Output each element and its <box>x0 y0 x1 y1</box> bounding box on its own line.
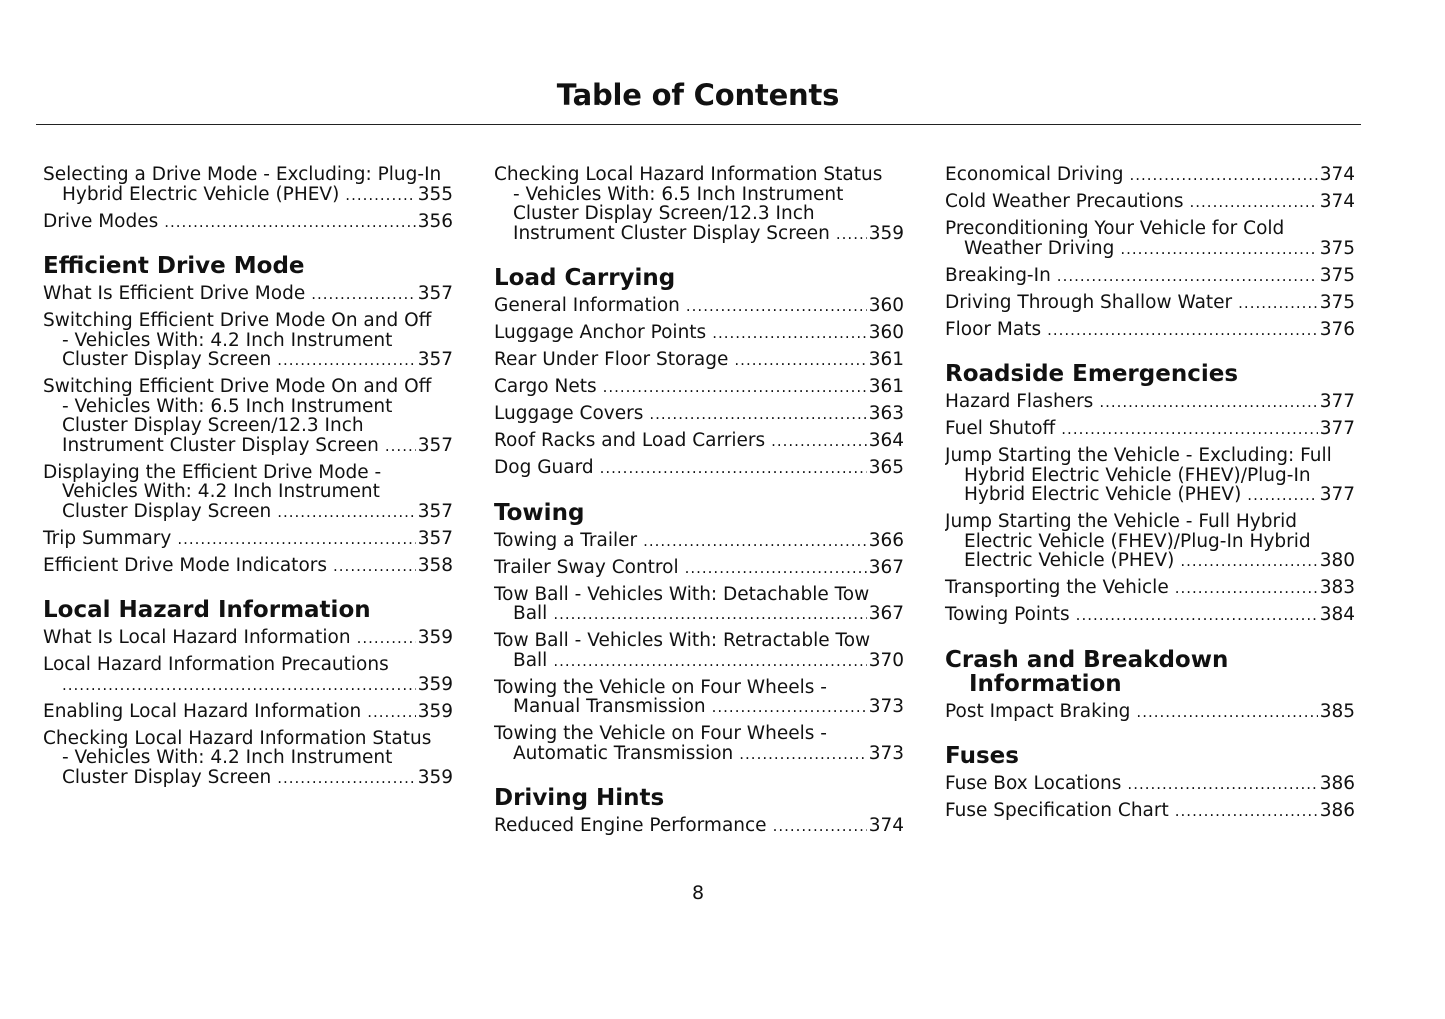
toc-entry[interactable] <box>945 392 1355 413</box>
toc-entry-text: Cluster Display Screen <box>62 766 272 788</box>
toc-entry-text: Hybrid Electric Vehicle (PHEV) <box>964 484 1242 505</box>
toc-entry-text: Automatic Transmission <box>513 742 734 764</box>
toc-entry-text: Electric Vehicle (PHEV) <box>964 550 1175 571</box>
toc-page-number: 365 <box>868 457 904 478</box>
toc-entry-text: Manual Transmission <box>513 696 706 717</box>
dot-leader <box>1175 579 1318 599</box>
section-heading <box>494 266 904 290</box>
toc-entry[interactable] <box>494 377 904 398</box>
toc-entry-text: Economical Driving <box>945 164 1124 185</box>
section-heading-line: Information <box>969 670 1122 697</box>
toc-entry[interactable] <box>945 266 1355 287</box>
toc-page-number: 377 <box>1319 391 1355 412</box>
toc-entry[interactable] <box>945 320 1355 341</box>
toc-entry[interactable] <box>43 311 453 371</box>
toc-page-number: 359 <box>417 627 453 648</box>
toc-page-number: 366 <box>868 529 904 551</box>
toc-entry-text: Rear Under Floor Storage <box>494 349 729 370</box>
dot-leader <box>1180 552 1317 572</box>
dot-leader <box>773 817 867 837</box>
dot-leader <box>771 432 867 452</box>
toc-page-number: 367 <box>868 556 904 578</box>
toc-entry[interactable] <box>494 816 904 837</box>
toc-entry-text: Ball <box>513 649 548 671</box>
toc-entry-text: Weather Driving <box>964 237 1115 259</box>
toc-page-number: 367 <box>868 603 904 624</box>
toc-entry[interactable] <box>945 165 1355 186</box>
section-heading-line: Driving Hints <box>494 785 665 811</box>
dot-leader <box>177 530 415 550</box>
toc-entry[interactable] <box>945 702 1355 723</box>
toc-entry-text: Jump Starting the Vehicle - Excluding: Full <box>945 446 1332 466</box>
dot-leader <box>686 297 867 317</box>
toc-page-number: 356 <box>417 210 453 232</box>
toc-page-number: 361 <box>868 349 904 370</box>
toc-page-number: 360 <box>868 295 904 316</box>
toc-entry-text: Cargo Nets <box>494 376 597 397</box>
title-divider <box>36 124 1361 125</box>
toc-entry[interactable] <box>945 605 1355 626</box>
toc-page-number: 370 <box>868 649 904 671</box>
toc-column-3 <box>945 165 1355 828</box>
section-heading-line: Efficient Drive Mode <box>43 253 305 279</box>
toc-entry-text: Trailer Sway Control <box>494 556 679 578</box>
toc-page-number: 386 <box>1319 800 1355 821</box>
toc-page-number: 357 <box>417 500 453 522</box>
toc-entry[interactable] <box>494 323 904 344</box>
dot-leader <box>1057 267 1318 287</box>
dot-leader <box>62 676 416 696</box>
toc-entry-text: Checking Local Hazard Information Status <box>494 165 883 185</box>
section-heading <box>43 598 453 622</box>
dot-leader <box>553 652 866 672</box>
page-title: Table of Contents <box>556 78 840 112</box>
dot-leader <box>1120 240 1317 260</box>
toc-page-number: 380 <box>1319 550 1355 571</box>
dot-leader <box>357 629 416 649</box>
toc-entry[interactable] <box>945 578 1355 599</box>
toc-entry[interactable] <box>494 165 904 244</box>
toc-entry-text: Cluster Display Screen/12.3 Inch <box>62 416 364 436</box>
toc-entry-text: Jump Starting the Vehicle - Full Hybrid <box>945 512 1297 532</box>
dot-leader <box>1247 486 1317 506</box>
toc-entry-text: Floor Mats <box>945 318 1042 340</box>
section-heading <box>494 786 904 810</box>
toc-entry-text: What Is Local Hazard Information <box>43 627 351 648</box>
section-heading-line: Fuses <box>945 743 1019 769</box>
toc-page-number: 374 <box>1319 164 1355 185</box>
toc-entry[interactable] <box>494 296 904 317</box>
toc-entry-text: - Vehicles With: 6.5 Inch Instrument <box>513 184 844 204</box>
toc-entry[interactable] <box>494 558 904 579</box>
toc-entry-text: Switching Efficient Drive Mode On and Off <box>43 377 432 397</box>
dot-leader <box>600 459 867 479</box>
toc-entry[interactable] <box>494 724 904 764</box>
toc-entry-text: Fuel Shutoff <box>945 418 1056 439</box>
dot-leader <box>1136 703 1317 723</box>
dot-leader <box>685 559 867 579</box>
toc-entry[interactable] <box>43 463 453 523</box>
toc-entry-text: Instrument Cluster Display Screen <box>62 434 379 456</box>
dot-leader <box>643 532 867 552</box>
toc-page-number: 359 <box>417 700 453 722</box>
toc-entry-text: Towing the Vehicle on Four Wheels - <box>494 677 827 697</box>
toc-page-number: 373 <box>868 696 904 717</box>
toc-entry-text: Enabling Local Hazard Information <box>43 700 362 722</box>
toc-entry[interactable] <box>43 556 453 577</box>
dot-leader <box>1175 802 1318 822</box>
toc-entry[interactable] <box>494 531 904 552</box>
toc-page-number: 376 <box>1319 318 1355 340</box>
dot-leader <box>1129 166 1317 186</box>
section-heading-line: Towing <box>494 499 585 526</box>
toc-entry-text: Transporting the Vehicle <box>945 577 1169 598</box>
section-heading <box>43 254 453 278</box>
toc-entry[interactable] <box>43 729 453 789</box>
toc-entry-text: Displaying the Efficient Drive Mode - <box>43 462 382 482</box>
toc-entry-text: Local Hazard Information Precautions <box>43 655 389 675</box>
toc-entry-text: Checking Local Hazard Information Status <box>43 728 432 748</box>
toc-entry[interactable] <box>494 431 904 452</box>
dot-leader <box>734 351 866 371</box>
toc-entry-text: Selecting a Drive Mode - Excluding: Plug-In <box>43 165 442 185</box>
toc-page-number: 355 <box>417 183 453 205</box>
toc-entry[interactable] <box>945 419 1355 440</box>
toc-entry-text: Reduced Engine Performance <box>494 815 767 836</box>
toc-column-2 <box>494 165 904 843</box>
toc-entry-text: Drive Modes <box>43 210 159 232</box>
toc-entry-text: Luggage Covers <box>494 403 644 424</box>
toc-entry[interactable] <box>494 404 904 425</box>
section-heading <box>945 362 1355 386</box>
toc-entry[interactable] <box>945 801 1355 822</box>
dot-leader <box>1047 321 1318 341</box>
toc-entry[interactable] <box>43 165 453 205</box>
toc-entry-text: What Is Efficient Drive Mode <box>43 283 306 304</box>
toc-page-number: 374 <box>1319 191 1355 212</box>
toc-entry-text: Dog Guard <box>494 457 594 478</box>
toc-entry-text: - Vehicles With: 6.5 Inch Instrument <box>62 396 393 416</box>
section-heading-line: Local Hazard Information <box>43 597 371 623</box>
toc-entry-text: Roof Racks and Load Carriers <box>494 430 766 451</box>
toc-entry[interactable] <box>945 219 1355 259</box>
toc-page-number: 357 <box>417 434 453 456</box>
toc-entry-text: Switching Efficient Drive Mode On and Off <box>43 311 432 331</box>
toc-entry[interactable] <box>945 192 1355 213</box>
toc-entry-text: Tow Ball - Vehicles With: Detachable Tow <box>494 584 870 604</box>
dot-leader <box>1076 606 1318 626</box>
toc-entry-text: Towing Points <box>945 604 1070 625</box>
section-heading <box>494 501 904 525</box>
toc-entry-text: Breaking-In <box>945 264 1051 286</box>
toc-entry-text: Fuse Specification Chart <box>945 800 1169 821</box>
section-heading-line: Load Carrying <box>494 265 676 291</box>
section-heading-line: Roadside Emergencies <box>945 361 1239 387</box>
dot-leader <box>1099 393 1317 413</box>
dot-leader <box>367 703 415 723</box>
toc-entry-text: Hazard Flashers <box>945 391 1094 412</box>
toc-entry[interactable] <box>43 377 453 456</box>
toc-column-1 <box>43 165 453 795</box>
toc-entry[interactable] <box>43 702 453 723</box>
toc-entry-text: Fuse Box Locations <box>945 773 1122 794</box>
toc-page-number: 359 <box>417 673 453 695</box>
toc-entry[interactable] <box>43 529 453 550</box>
dot-leader <box>385 437 416 457</box>
dot-leader <box>1190 193 1318 213</box>
toc-entry-text: Instrument Cluster Display Screen <box>513 222 830 244</box>
toc-page-number: 377 <box>1319 484 1355 505</box>
toc-entry[interactable] <box>494 678 904 718</box>
toc-entry[interactable] <box>43 628 453 649</box>
toc-entry[interactable] <box>945 293 1355 314</box>
toc-page-number: 358 <box>417 554 453 576</box>
toc-page-number: 384 <box>1319 604 1355 625</box>
toc-entry-text: Cluster Display Screen/12.3 Inch <box>513 204 815 224</box>
toc-page-number: 377 <box>1319 418 1355 439</box>
toc-page-number: 357 <box>417 527 453 549</box>
toc-page-number: 375 <box>1319 264 1355 286</box>
section-heading-line: Crash and Breakdown <box>945 646 1229 673</box>
dot-leader <box>277 769 415 789</box>
dot-leader <box>311 285 415 305</box>
toc-page-number: 357 <box>417 349 453 370</box>
toc-entry-text: Cluster Display Screen <box>62 349 272 370</box>
toc-page-number: 364 <box>868 430 904 451</box>
toc-entry[interactable] <box>945 512 1355 572</box>
page-number: 8 <box>691 882 705 904</box>
toc-entry-text: Towing the Vehicle on Four Wheels - <box>494 724 827 744</box>
toc-entry-text: Towing a Trailer <box>494 529 638 551</box>
dot-leader <box>1238 294 1318 314</box>
dot-leader <box>1061 420 1317 440</box>
toc-page-number: 360 <box>868 322 904 343</box>
toc-entry-text: Luggage Anchor Points <box>494 322 707 343</box>
toc-entry-text: Post Impact Braking <box>945 700 1131 722</box>
toc-entry-text: General Information <box>494 295 680 316</box>
toc-entry-text: Cluster Display Screen <box>62 500 272 522</box>
toc-entry-text: Efficient Drive Mode Indicators <box>43 554 328 576</box>
toc-entry[interactable] <box>43 212 453 233</box>
toc-entry[interactable] <box>494 631 904 671</box>
dot-leader <box>603 378 867 398</box>
dot-leader <box>712 324 866 344</box>
toc-page-number: 359 <box>417 766 453 788</box>
toc-entry-text: Tow Ball - Vehicles With: Retractable Tow <box>494 631 871 651</box>
toc-page-number: 383 <box>1319 577 1355 598</box>
toc-entry-text: Vehicles With: 4.2 Inch Instrument <box>62 482 380 502</box>
dot-leader <box>277 351 415 371</box>
toc-entry[interactable] <box>945 774 1355 795</box>
toc-entry-text: Electric Vehicle (FHEV)/Plug-In Hybrid <box>964 531 1311 551</box>
toc-entry-text: Trip Summary <box>43 527 172 549</box>
toc-entry-text: Ball <box>513 603 548 624</box>
dot-leader <box>739 745 866 765</box>
dot-leader <box>712 698 867 718</box>
toc-page-number: 357 <box>417 283 453 304</box>
toc-page-number: 363 <box>868 403 904 424</box>
toc-page-number: 374 <box>868 815 904 836</box>
dot-leader <box>277 503 415 523</box>
dot-leader <box>836 225 867 245</box>
dot-leader <box>333 557 416 577</box>
toc-page-number: 373 <box>868 742 904 764</box>
toc-entry[interactable] <box>494 350 904 371</box>
toc-entry-text: Preconditioning Your Vehicle for Cold <box>945 219 1285 239</box>
toc-page-number: 386 <box>1319 773 1355 794</box>
toc-entry[interactable] <box>494 458 904 479</box>
dot-leader <box>164 213 415 233</box>
toc-entry[interactable] <box>43 655 453 695</box>
toc-entry[interactable] <box>494 585 904 625</box>
toc-entry-text: Cold Weather Precautions <box>945 191 1184 212</box>
toc-entry-text: - Vehicles With: 4.2 Inch Instrument <box>62 330 393 350</box>
toc-page-number: 375 <box>1319 291 1355 313</box>
toc-page-number: 385 <box>1319 700 1355 722</box>
dot-leader <box>345 186 415 206</box>
toc-entry-text: Hybrid Electric Vehicle (FHEV)/Plug-In <box>964 465 1311 485</box>
dot-leader <box>1127 775 1317 795</box>
toc-page-number: 375 <box>1319 237 1355 259</box>
dot-leader <box>553 605 866 625</box>
toc-page-number: 359 <box>868 222 904 244</box>
section-heading <box>945 744 1355 768</box>
toc-entry-text: - Vehicles With: 4.2 Inch Instrument <box>62 748 393 768</box>
toc-entry-text: Hybrid Electric Vehicle (PHEV) <box>62 183 340 205</box>
toc-entry-text: Driving Through Shallow Water <box>945 291 1233 313</box>
toc-entry[interactable] <box>43 284 453 305</box>
toc-page-number: 361 <box>868 376 904 397</box>
dot-leader <box>649 405 866 425</box>
section-heading <box>945 648 1355 696</box>
toc-entry[interactable] <box>945 446 1355 506</box>
